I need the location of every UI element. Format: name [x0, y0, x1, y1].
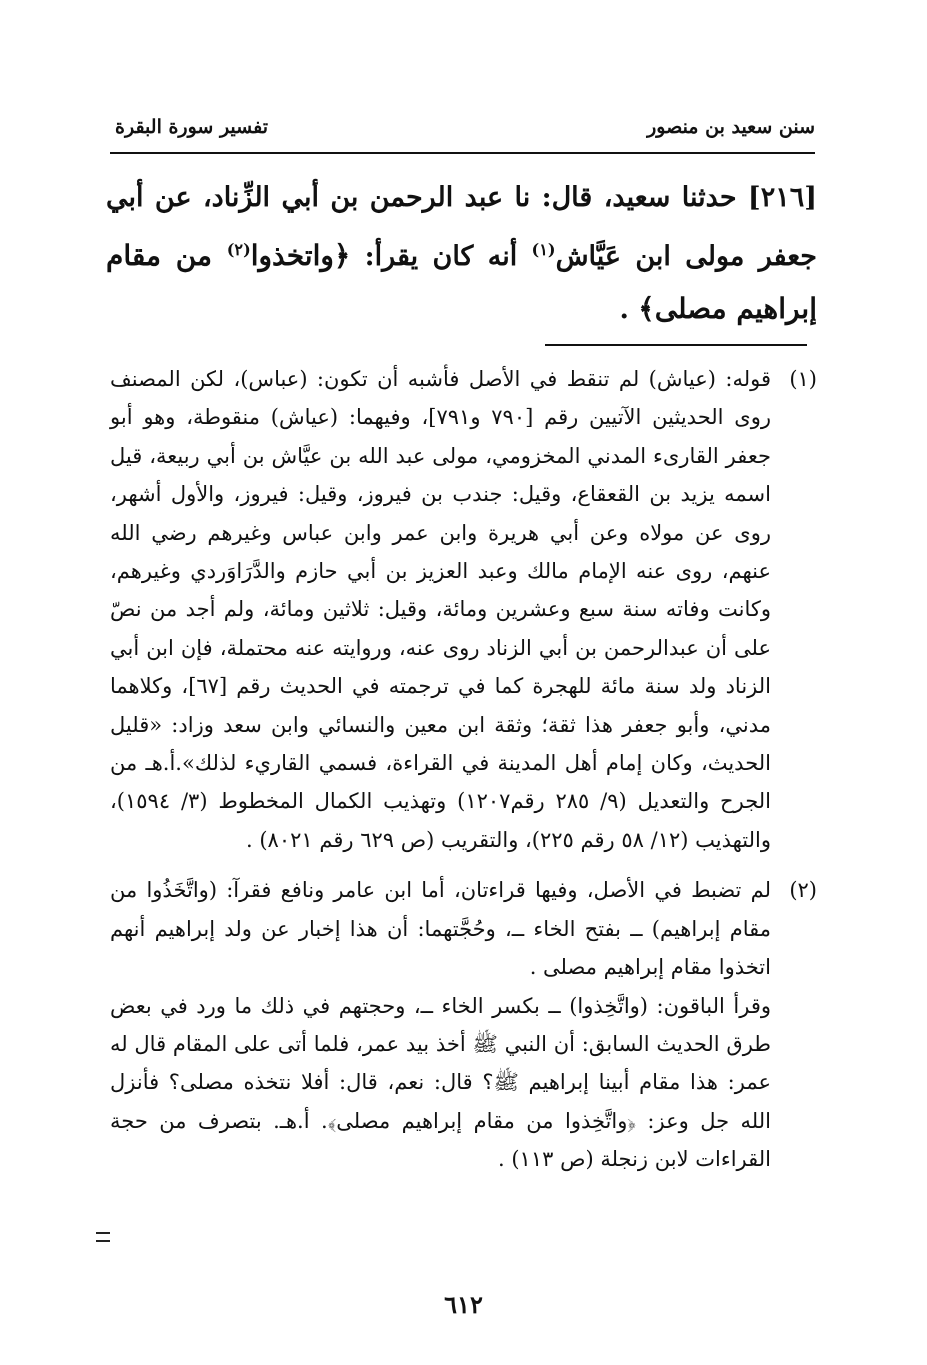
footnote-paragraph: لم تضبط في الأصل، وفيها قراءتان، أما ابن عامر ونافع فقرآ: (واتَّخَذُوا من مقام إبراهيم) ــ بفتح الخاء ــ، وحُجَّتهما: أن هذا إخبار عن ولد إبراهيم أنهم اتخذوا مقام إبراهيم مصلى .	[110, 878, 771, 980]
hadith-number: [٢١٦]	[747, 182, 817, 213]
hadith-text-part1: حدثنا سعيد، قال: نا عبد الرحمن بن أبي الزِّناد، عن أبي جعفر مولى ابن عَيَّاش	[106, 182, 817, 272]
footnote-paragraph: وقرأ الباقون: (واتَّخِذوا) ــ بكسر الخاء ــ، وحجتهم في ذلك ما ورد في بعض طرق الحديث السابق: أن النبي ﷺ أخذ بيد عمر، فلما أتى على المقام قال له عمر: هذا مقام أبينا إبراهيم ﷺ؟ قال: نعم، قال: أفلا نتخذه مصلى؟ فأنزل الله جل وعز: ﴿واتَّخِذوا من مقام إبراهيم مصلى﴾. أ.هـ. بتصرف من حجة القراءات لابن زنجلة (ص ١١٣) .	[110, 993, 771, 1172]
footnotes	[110, 360, 817, 1191]
running-header	[115, 112, 815, 148]
hadith-text	[106, 172, 817, 336]
page-number: ٦١٢	[444, 1290, 483, 1319]
footnote-divider	[545, 344, 807, 346]
footnote-ref-1[interactable]: (١)	[531, 240, 556, 259]
header-divider	[110, 152, 815, 154]
footnote-marker: (١)	[789, 367, 817, 391]
footnote-paragraph: قوله: (عياش) لم تنقط في الأصل فأشبه أن تكون: (عباس)، لكن المصنف روى الحديثين الآتيين رقم [٧٩٠ و٧٩١]، وفيهما: (عياش) منقوطة، وهو أبو جعفر القارىء المدني المخزومي، مولى عبد الله بن عيَّاش بن أبي ربيعة، قيل اسمه يزيد بن القعقاع، وقيل: جندب بن فيروز، وقيل: فيروز، والأول أشهر، روى عن مولاه وعن أبي هريرة وابن عمر وابن عباس وغيرهم رضي الله عنهم، روى عنه الإمام مالك وعبد العزيز بن أبي حازم والدَّرَاوَردي وغيرهم، وكانت وفاته سنة سبع وعشرين ومائة، وقيل: ثلاثين ومائة، ولم أجد من نصّ على أن عبدالرحمن بن أبي الزناد روى عنه، وروايته عنه محتملة، فإن ابن أبي الزناد ولد سنة مائة للهجرة كما في ترجمته في الحديث رقم [٦٧]، وكلاهما مدني، وأبو جعفر هذا ثقة؛ وثقة ابن معين والنسائي وابن سعد وزاد: «قليل الحديث، وكان إمام أهل المدينة في القراءة، فسمي القاريء لذلك».أ.هـ من الجرح والتعديل (٩/ ٢٨٥ رقم١٢٠٧) وتهذيب الكمال المخطوط (٣/ ١٥٩٤)، والتهذيب (١٢/ ٥٨ رقم ٢٢٥)، والتقريب (ص ٦٢٩ رقم ٨٠٢١) .	[110, 367, 772, 852]
verse-rest: من مقام إبراهيم مصلى﴾	[106, 239, 817, 325]
footnote-2	[110, 871, 817, 1178]
hadith-text-part2: أنه كان يقرأ:	[350, 241, 532, 272]
footnote-1	[110, 360, 817, 859]
continuation-mark	[96, 1232, 110, 1242]
book-title: سنن سعيد بن منصور	[647, 116, 815, 138]
footnote-marker: (٢)	[789, 878, 817, 903]
verse-open: ﴿واتخذوا	[250, 239, 351, 272]
footnote-ref-2[interactable]: (٢)	[226, 240, 251, 259]
section-title: تفسير سورة البقرة	[115, 116, 269, 138]
hadith-end: .	[619, 294, 639, 325]
